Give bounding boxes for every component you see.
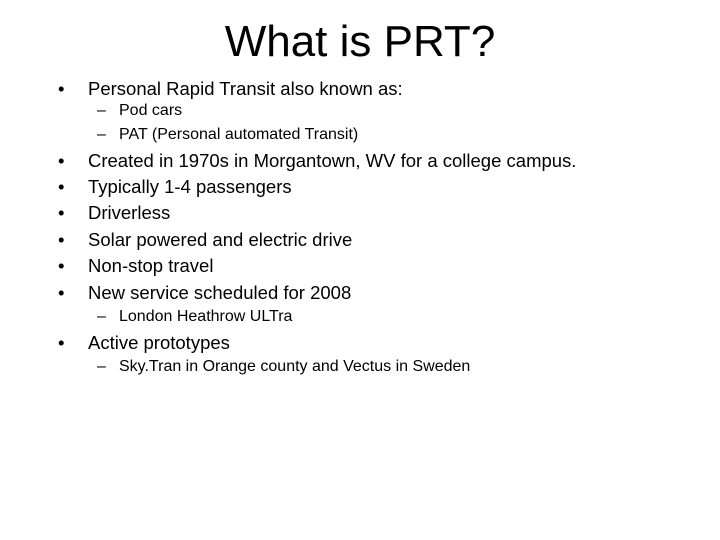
bullet-icon: •: [58, 150, 65, 171]
bullet-icon: •: [58, 202, 65, 223]
bullet-icon: •: [58, 78, 65, 99]
bullet-text: New service scheduled for 2008: [88, 282, 352, 303]
dash-icon: –: [97, 358, 106, 375]
bullet-icon: •: [58, 282, 65, 303]
bullet-icon: •: [58, 176, 65, 197]
dash-icon: –: [97, 126, 106, 143]
sub-bullet-text: London Heathrow ULTra: [119, 308, 293, 325]
dash-icon: –: [97, 308, 106, 325]
bullet-icon: •: [58, 332, 65, 353]
bullet-icon: •: [58, 229, 65, 250]
bullet-text: Driverless: [88, 202, 171, 223]
bullet-text: Created in 1970s in Morgantown, WV for a college campus.: [88, 150, 577, 171]
bullet-text: Active prototypes: [88, 332, 230, 353]
sub-bullet-text: Sky.Tran in Orange county and Vectus in Sweden: [119, 358, 471, 375]
slide-title: What is PRT?: [224, 17, 496, 66]
dash-icon: –: [97, 102, 106, 119]
bullet-text: Solar powered and electric drive: [88, 229, 353, 250]
bullet-text: Typically 1-4 passengers: [88, 176, 292, 197]
sub-bullet-text: PAT (Personal automated Transit): [119, 126, 359, 143]
bullet-text: Non-stop travel: [88, 255, 214, 276]
bullet-text: Personal Rapid Transit also known as:: [88, 78, 403, 99]
bullet-icon: •: [58, 255, 65, 276]
sub-bullet-text: Pod cars: [119, 102, 183, 119]
